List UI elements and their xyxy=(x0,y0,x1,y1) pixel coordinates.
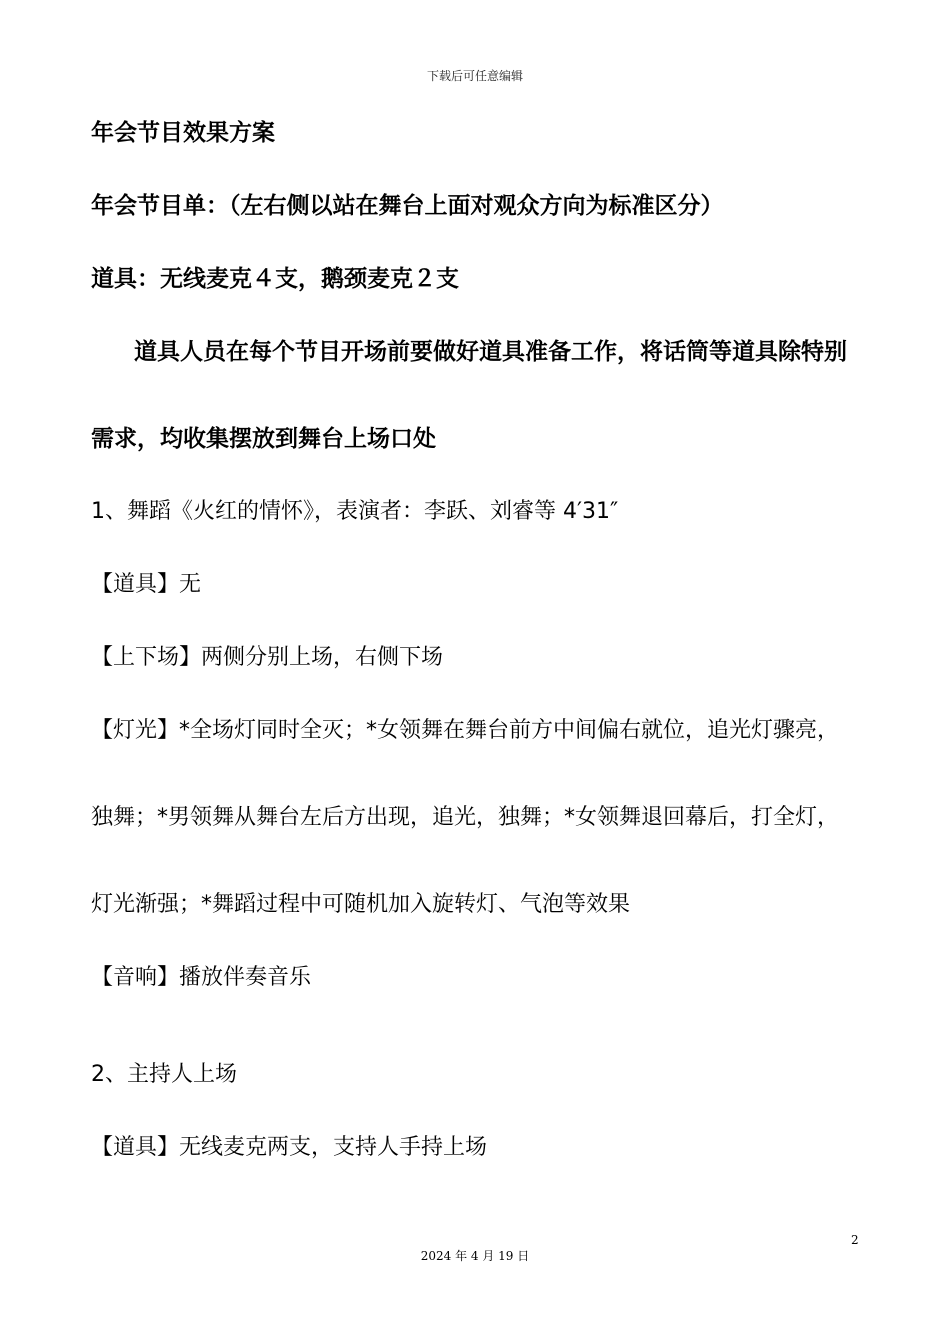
item-2-heading: 2、主持人上场 xyxy=(91,1062,237,1087)
footer-date: 2024 年 4 月 19 日 xyxy=(420,1249,530,1263)
item-1-entrance: 【上下场】两侧分别上场，右侧下场 xyxy=(91,645,444,670)
document-title: 年会节目效果方案 xyxy=(91,120,275,146)
item-1-lighting-line-1: 【灯光】*全场灯同时全灭；*女领舞在舞台前方中间偏右就位，追光灯骤亮， xyxy=(91,718,840,743)
props-line: 道具：无线麦克４支，鹅颈麦克２支 xyxy=(91,266,459,292)
item-1-sound: 【音响】播放伴奏音乐 xyxy=(91,965,312,990)
program-list-line: 年会节目单：（左右侧以站在舞台上面对观众方向为标准区分） xyxy=(91,193,724,219)
item-1-lighting-line-2: 独舞；*男领舞从舞台左后方出现，追光，独舞；*女领舞退回幕后，打全灯， xyxy=(91,805,840,830)
page-number: 2 xyxy=(851,1233,859,1247)
instruction-line-2: 需求，均收集摆放到舞台上场口处 xyxy=(91,426,436,452)
item-1-lighting-line-3: 灯光渐强；*舞蹈过程中可随机加入旋转灯、气泡等效果 xyxy=(91,892,631,917)
item-1-heading: 1、舞蹈《火红的情怀》，表演者：李跃、刘睿等 4′31″ xyxy=(91,499,619,524)
item-2-props: 【道具】无线麦克两支，支持人手持上场 xyxy=(91,1135,488,1160)
instruction-line-1: 道具人员在每个节目开场前要做好道具准备工作，将话筒等道具除特别 xyxy=(134,339,847,365)
item-1-props: 【道具】无 xyxy=(91,572,202,597)
page-header: 下载后可任意编辑 xyxy=(426,69,523,83)
